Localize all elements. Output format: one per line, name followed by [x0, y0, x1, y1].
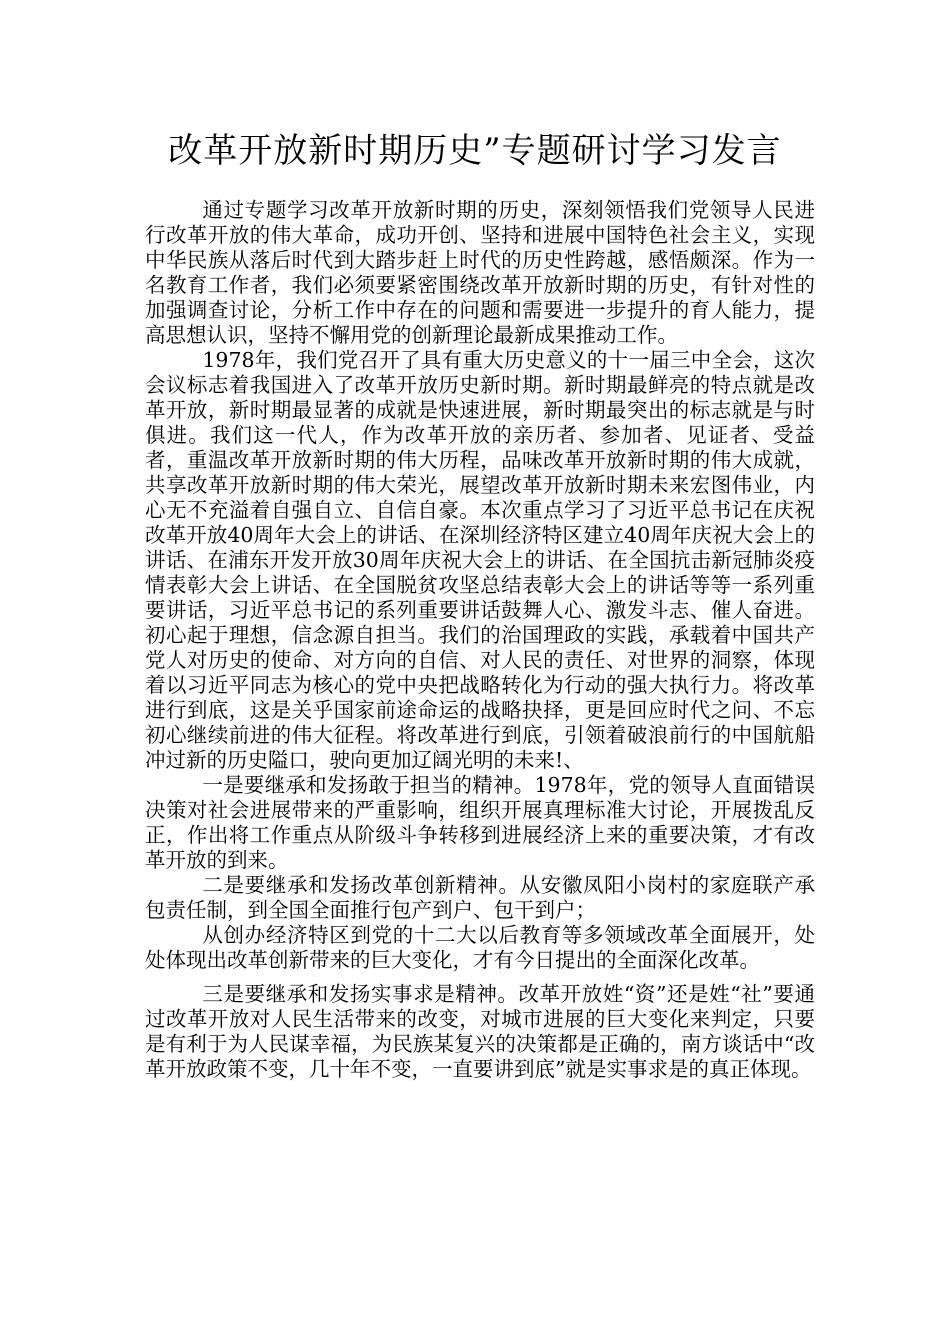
paragraph-point-two: 二是要继承和发扬改革创新精神。从安徽凤阳小岗村的家庭联产承包责任制，到全国全面推行包产到户、包干到户；	[145, 873, 815, 922]
document-body	[145, 198, 815, 1082]
document-title: 改革开放新时期历史”专题研讨学习发言	[168, 131, 782, 171]
paragraph-point-two-continued: 从创办经济特区到党的十二大以后教育等多领域改革全面展开，处处体现出改革创新带来的巨大变化，才有今日提出的全面深化改革。	[145, 923, 815, 972]
paragraph-point-one: 一是要继承和发扬敢于担当的精神。1978年，党的领导人直面错误决策对社会进展带来的严重影响，组织开展真理标准大讨论，开展拨乱反正，作出将工作重点从阶级斗争转移到进展经济上来的重要决策，才有改革开放的到来。	[145, 773, 815, 872]
paragraph-point-three: 三是要继承和发扬实事求是精神。改革开放姓“资”还是姓“社”要通过改革开放对人民生活带来的改变，对城市进展的巨大变化来判定，只要是有利于为人民谋幸福，为民族某复兴的决策都是正确的，南方谈话中“改革开放政策不变，几十年不变，一直要讲到底”就是实事求是的真正体现。	[145, 982, 815, 1081]
paragraph-1978-history: 1978年，我们党召开了具有重大历史意义的十一届三中全会，这次会议标志着我国进入了改革开放历史新时期。新时期最鲜亮的特点就是改革开放，新时期最显著的成就是快速进展，新时期最突出的标志就是与时俱进。我们这一代人，作为改革开放的亲历者、参加者、见证者、受益者，重温改革开放新时期的伟大历程，品味改革开放新时期的伟大成就，共享改革开放新时期的伟大荣光，展望改革开放新时期未来宏图伟业，内心无不充溢着自强自立、自信自豪。本次重点学习了习近平总书记在庆祝改革开放40周年大会上的讲话、在深圳经济特区建立40周年庆祝大会上的讲话、在浦东开发开放30周年庆祝大会上的讲话、在全国抗击新冠肺炎疫情表彰大会上讲话、在全国脱贫攻坚总结表彰大会上的讲话等等一系列重要讲话，习近平总书记的系列重要讲话鼓舞人心、激发斗志、催人奋进。初心起于理想，信念源自担当。我们的治国理政的实践，承载着中国共产党人对历史的使命、对方向的自信、对人民的责任、对世界的洞察，体现着以习近平同志为核心的党中央把战略转化为行动的强大执行力。将改革进行到底，这是关乎国家前途命运的战略抉择，更是回应时代之问、不忘初心继续前进的伟大征程。将改革进行到底，引领着破浪前行的中国航船冲过新的历史隘口，驶向更加辽阔光明的未来!、	[145, 348, 815, 772]
paragraph-intro: 通过专题学习改革开放新时期的历史，深刻领悟我们党领导人民进行改革开放的伟大革命，成功开创、坚持和进展中国特色社会主义，实现中华民族从落后时代到大踏步赶上时代的历史性跨越，感悟颇深。作为一名教育工作者，我们必须要紧密围绕改革开放新时期的历史，有针对性的加强调查讨论，分析工作中存在的问题和需要进一步提升的育人能力，提高思想认识，坚持不懈用党的创新理论最新成果推动工作。	[145, 198, 815, 347]
